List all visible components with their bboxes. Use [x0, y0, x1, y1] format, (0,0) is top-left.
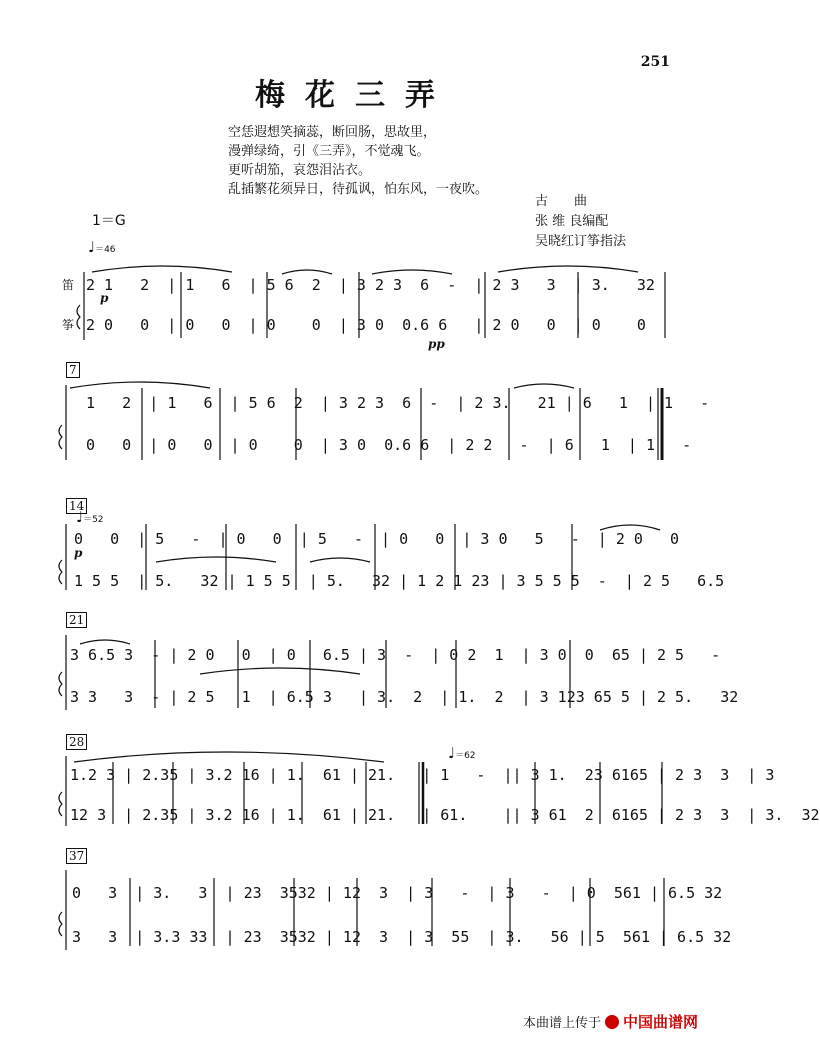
credit-fingering: 吴晓红订筝指法 — [535, 234, 627, 249]
tempo-value: ＝62 — [455, 751, 476, 761]
staff-zheng-row-6: 3 3 | 3.3 33 | 23 3532 | 12 3 | 3 55 | 3. 56 | 5 561 | 6.5 32 — [72, 928, 732, 946]
staff-flute-row-6: 0 3 | 3. 3 | 23 3532 | 12 3 | 3 - | 3 - | 0 561 | 6.5 32 — [72, 884, 723, 902]
part-label-flute: 笛 — [62, 278, 75, 292]
staff-flute-row-3: 0 0 | 5 - | 0 0 | 5 - | 0 0 | 3 0 5 - | 2 0 0 — [74, 530, 680, 548]
staff-flute-row-2: 1 2 | 1 6 | 5 6 2 | 3 2 3 6 - | 2 3. 21 | 6 1 | 1 - — [68, 394, 710, 412]
measure-number: 7 — [66, 362, 80, 378]
staff-zheng-row-1: 2 0 0 | 0 0 | 0 0 | 3 0 0.6 6 | 2 0 0 | 0 0 — [86, 316, 646, 334]
site-logo[interactable]: 中国曲谱网 — [622, 1013, 698, 1031]
site-logo-icon — [605, 1015, 619, 1029]
staff-zheng-row-4: 3 3 3 - | 2 5 1 | 6.5 3 | 3. 2 | 1. 2 | 3 123 65 5 | 2 5. 32 — [70, 688, 739, 706]
quarter-note-icon: ♩ — [88, 238, 96, 256]
quarter-note-icon: ♩ — [448, 744, 456, 762]
poem-line: 空恁遐想笑摘蕊，断回肠，思故里， — [228, 125, 437, 140]
page-title: 梅花三弄 — [255, 78, 455, 113]
part-label-zheng: 筝 — [62, 318, 75, 332]
measure-number: 14 — [66, 498, 87, 514]
dynamic-marking: p — [100, 291, 109, 305]
dynamic-marking: p — [74, 546, 83, 560]
tempo-value: ＝46 — [95, 245, 116, 255]
poem-line: 更听胡笳，哀怨泪沾衣。 — [228, 163, 372, 178]
staff-flute-row-4: 3 6.5 3 - | 2 0 0 | 0 6.5 | 3 - | 0 2 1 | 3 0 0 65 | 2 5 - — [70, 646, 721, 664]
staff-zheng-row-3: 1 5 5 | 5. 32 | 1 5 5 | 5. 32 | 1 2 1 23 | 3 5 5 5 - | 2 5 6.5 — [74, 572, 725, 590]
measure-number: 37 — [66, 848, 87, 864]
quarter-note-icon: ♩ — [76, 508, 84, 526]
staff-flute-row-1: 2 1 2 | 1 6 | 5 6 2 | 3 2 3 6 - | 2 3 3 | 3. 32 — [86, 276, 655, 294]
staff-zheng-row-5: 12 3 | 2.35 | 3.2 16 | 1. 61 | 21. | 61. || 3 61 2 6165 | 2 3 3 | 3. 32 — [70, 806, 820, 824]
credit-arranger: 张 维 良编配 — [535, 214, 609, 229]
poem-line: 漫弹绿绮，引《三弄》，不觉魂飞。 — [228, 144, 430, 159]
poem-line: 乱插繁花须异日，待孤讽，怕东风，一夜吹。 — [228, 182, 489, 197]
staff-zheng-row-2: 0 0 | 0 0 | 0 0 | 3 0 0.6 6 | 2 2 - | 6 1 | 1 - — [68, 436, 692, 454]
measure-number: 28 — [66, 734, 87, 750]
staff-flute-row-5: 1.2 3 | 2.35 | 3.2 16 | 1. 61 | 21. | 1 - || 3 1. 23 6165 | 2 3 3 | 3 — [70, 766, 775, 784]
page-number: 251 — [640, 54, 670, 70]
dynamic-marking: pp — [428, 337, 445, 351]
key-signature: 1＝G — [92, 213, 126, 229]
tempo-value: ＝52 — [83, 515, 104, 525]
footer — [523, 1011, 698, 1032]
credit-origin: 古 曲 — [535, 194, 588, 209]
measure-number: 21 — [66, 612, 87, 628]
footer-text: 本曲谱上传于 — [522, 1016, 601, 1031]
